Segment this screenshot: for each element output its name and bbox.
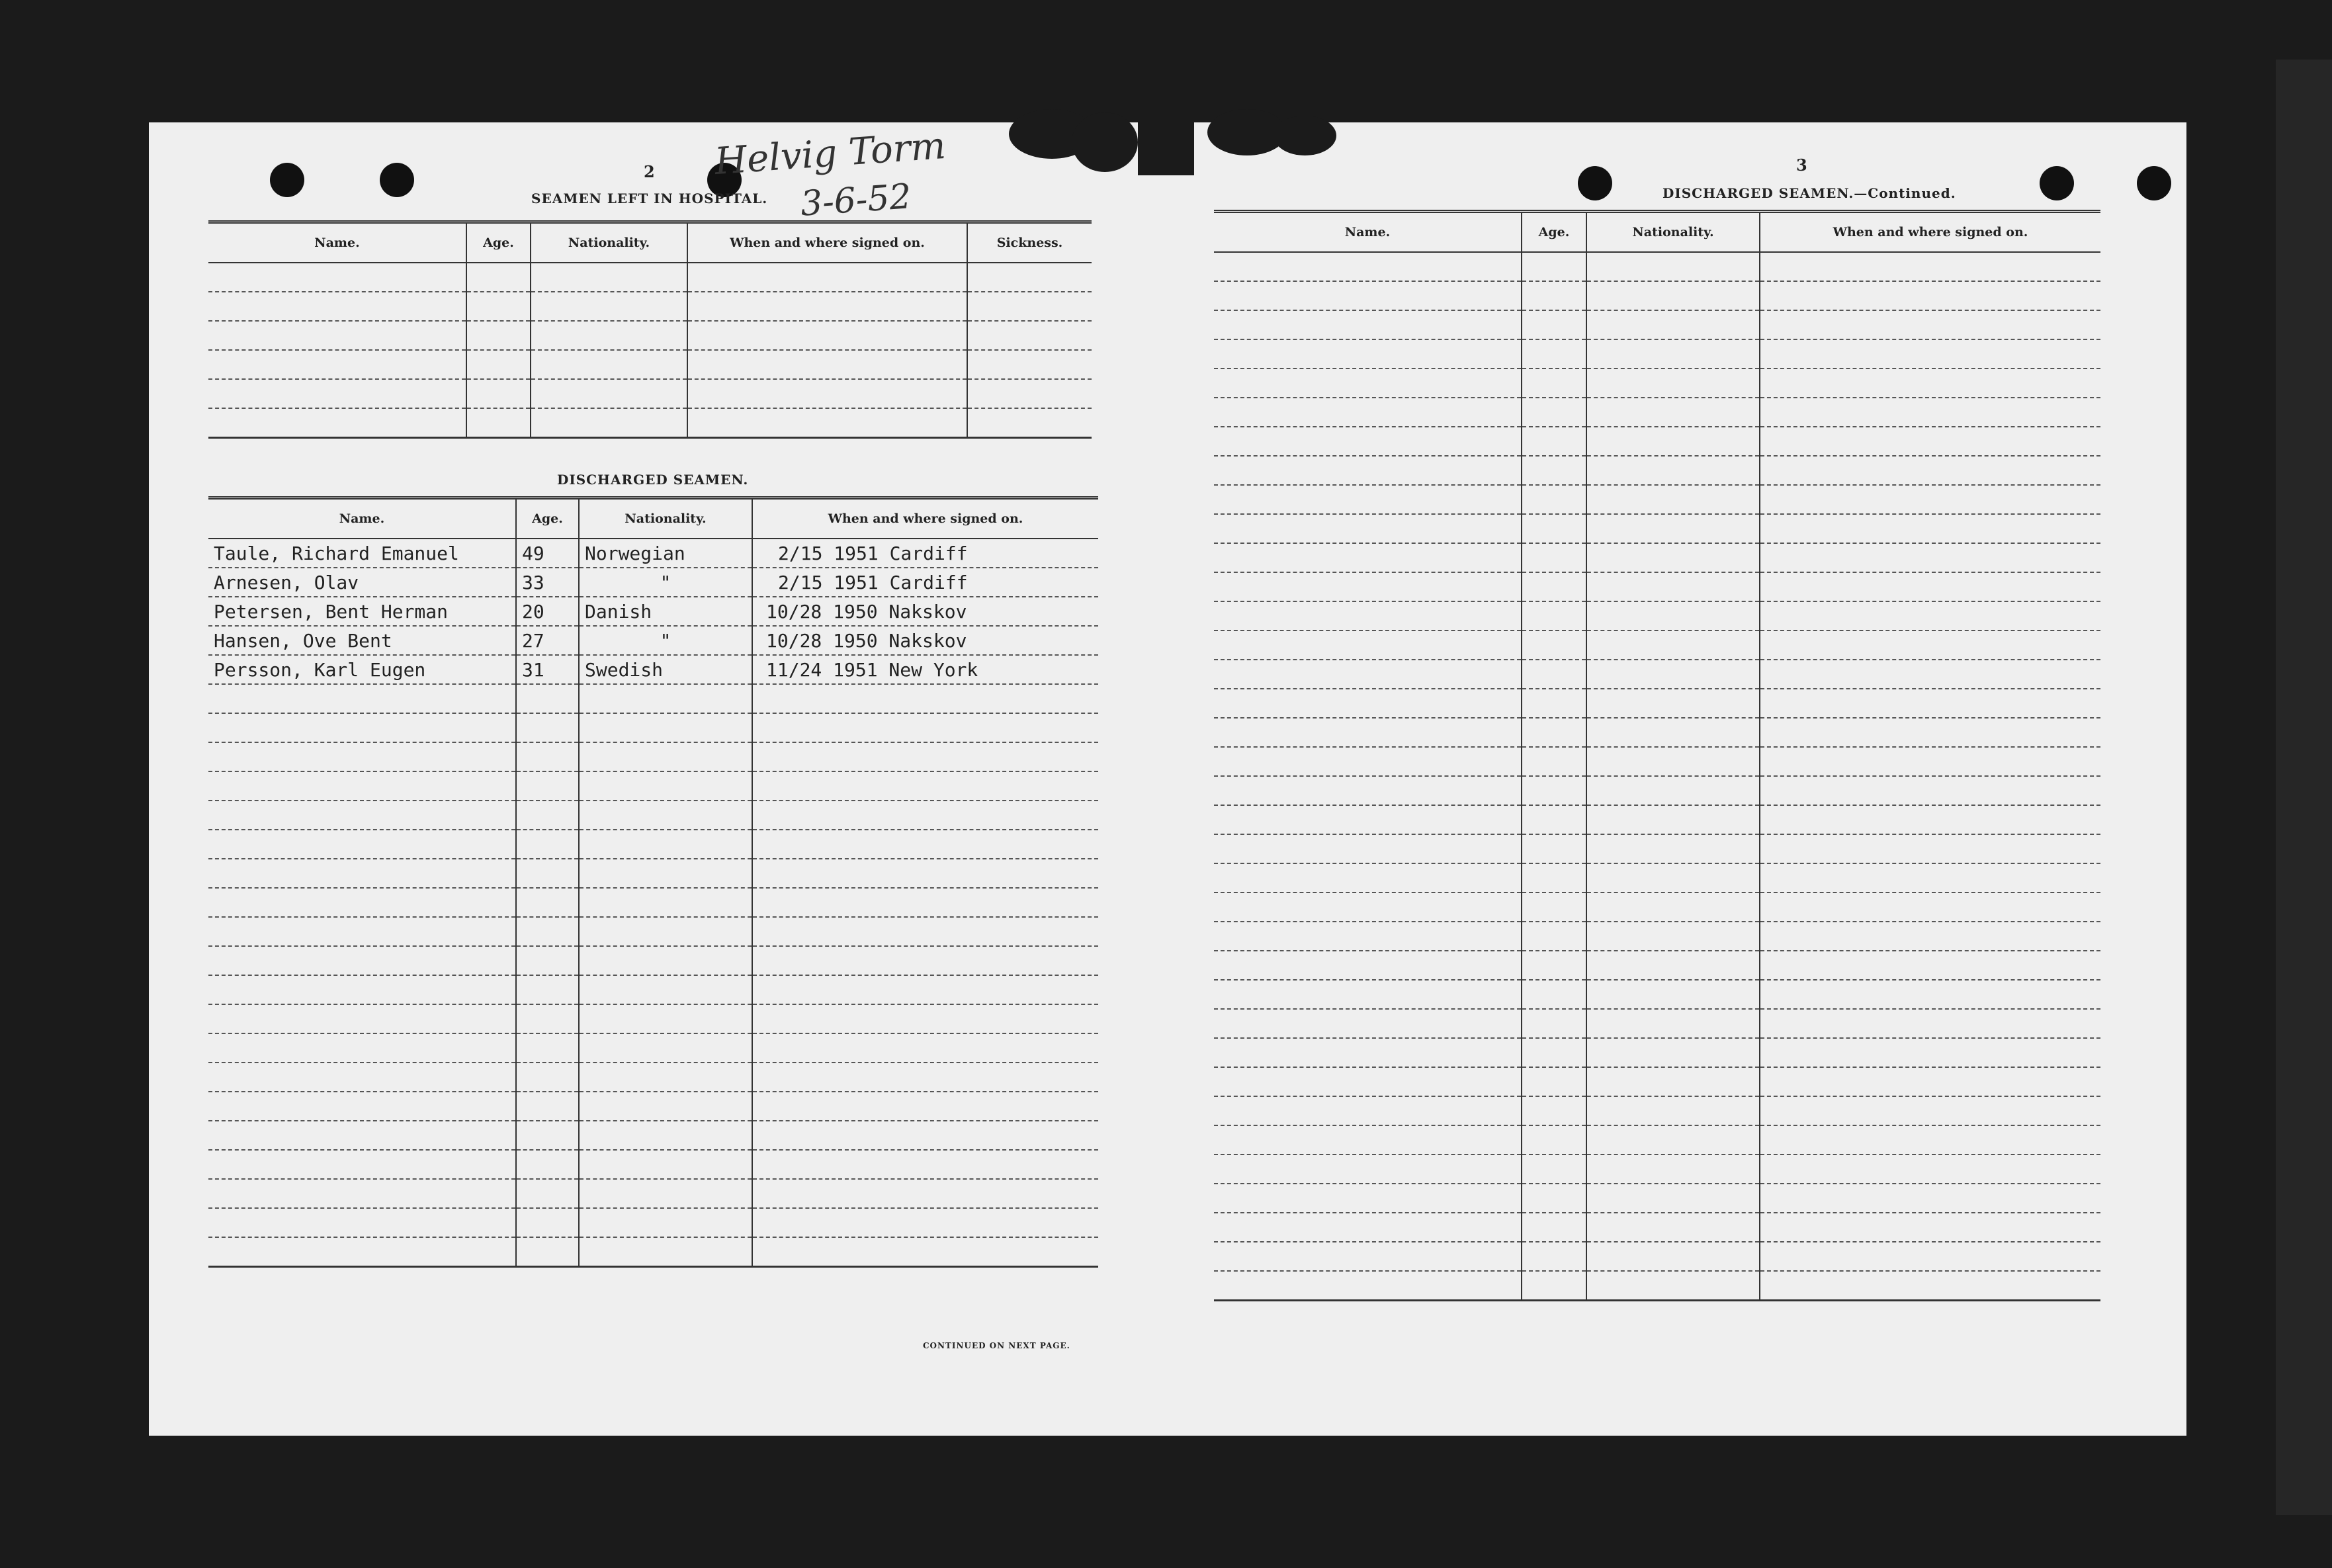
table-row bbox=[208, 1033, 1098, 1063]
table-row bbox=[1214, 369, 2100, 398]
punch-hole bbox=[1578, 166, 1612, 200]
column-header-age: Age. bbox=[1522, 212, 1586, 253]
discharged-heading: DISCHARGED SEAMEN. bbox=[557, 472, 749, 488]
column-header-name: Name. bbox=[208, 498, 516, 539]
column-header-nationality: Nationality. bbox=[1586, 212, 1760, 253]
page-number: 2 bbox=[644, 162, 655, 181]
table-row bbox=[1214, 747, 2100, 776]
hospital-table bbox=[208, 220, 1092, 439]
handwritten-date: 3-6-52 bbox=[799, 177, 913, 224]
film-edge bbox=[2276, 60, 2332, 1515]
column-header-name: Name. bbox=[1214, 212, 1522, 253]
seaman-signed-on: 11/24 1951 New York bbox=[752, 655, 1098, 684]
column-header-name: Name. bbox=[208, 222, 466, 263]
column-header-signed-on: When and where signed on. bbox=[752, 498, 1098, 539]
seaman-nationality: " bbox=[579, 626, 752, 655]
table-row bbox=[1214, 1125, 2100, 1154]
table-row bbox=[208, 655, 1098, 684]
discharged-continued-heading: DISCHARGED SEAMEN.—Continued. bbox=[1663, 185, 1956, 201]
table-row bbox=[208, 1179, 1098, 1208]
table-row bbox=[1214, 1096, 2100, 1125]
table-row bbox=[208, 830, 1098, 859]
seaman-signed-on: 2/15 1951 Cardiff bbox=[752, 568, 1098, 597]
seaman-name: Persson, Karl Eugen bbox=[208, 655, 516, 684]
table-row bbox=[1214, 1271, 2100, 1301]
table-row bbox=[208, 1004, 1098, 1033]
column-header-nationality: Nationality. bbox=[579, 498, 752, 539]
table-row bbox=[208, 1063, 1098, 1092]
column-header-nationality: Nationality. bbox=[531, 222, 687, 263]
table-row bbox=[1214, 485, 2100, 514]
table-row bbox=[208, 1237, 1098, 1267]
punch-hole bbox=[2040, 166, 2074, 200]
discharged-table bbox=[208, 496, 1098, 1268]
table-row bbox=[208, 1092, 1098, 1121]
seaman-name: Arnesen, Olav bbox=[208, 568, 516, 597]
seaman-nationality: " bbox=[579, 568, 752, 597]
table-row bbox=[1214, 893, 2100, 922]
punch-hole bbox=[270, 163, 304, 197]
seaman-age: 20 bbox=[516, 597, 579, 626]
table-row bbox=[1214, 427, 2100, 456]
table-row bbox=[208, 684, 1098, 713]
table-row bbox=[1214, 863, 2100, 893]
seaman-age: 49 bbox=[516, 539, 579, 568]
table-row bbox=[1214, 1038, 2100, 1067]
table-row bbox=[1214, 660, 2100, 689]
table-row bbox=[1214, 1213, 2100, 1242]
table-row bbox=[1214, 631, 2100, 660]
table-row bbox=[1214, 718, 2100, 747]
table-row bbox=[1214, 1154, 2100, 1184]
table-row bbox=[208, 888, 1098, 917]
table-row bbox=[208, 801, 1098, 830]
column-header-age: Age. bbox=[516, 498, 579, 539]
table-row bbox=[208, 771, 1098, 801]
table-row bbox=[1214, 252, 2100, 281]
table-row bbox=[208, 713, 1098, 742]
discharged-continued-table bbox=[1214, 210, 2100, 1301]
table-row bbox=[1214, 834, 2100, 863]
table-row bbox=[208, 946, 1098, 975]
table-row bbox=[208, 975, 1098, 1004]
table-row bbox=[208, 1208, 1098, 1237]
column-header-sickness: Sickness. bbox=[967, 222, 1092, 263]
punch-hole bbox=[380, 163, 414, 197]
table-row bbox=[208, 568, 1098, 597]
table-row bbox=[208, 408, 1092, 438]
table-row bbox=[1214, 514, 2100, 543]
seaman-signed-on: 10/28 1950 Nakskov bbox=[752, 597, 1098, 626]
right-page bbox=[1201, 122, 2186, 1436]
seaman-age: 33 bbox=[516, 568, 579, 597]
table-row bbox=[208, 859, 1098, 888]
table-row bbox=[208, 597, 1098, 626]
table-row bbox=[1214, 922, 2100, 951]
handwritten-note: Helvig Torm bbox=[713, 124, 947, 184]
table-row bbox=[1214, 310, 2100, 339]
table-row bbox=[1214, 1009, 2100, 1038]
table-row bbox=[1214, 805, 2100, 834]
left-page bbox=[149, 122, 1181, 1436]
table-row bbox=[208, 742, 1098, 771]
table-row bbox=[1214, 951, 2100, 980]
page-number: 3 bbox=[1796, 155, 1807, 175]
table-row bbox=[208, 321, 1092, 350]
document-sheet bbox=[149, 122, 2186, 1436]
table-row bbox=[1214, 1067, 2100, 1096]
column-header-age: Age. bbox=[466, 222, 531, 263]
table-row bbox=[1214, 543, 2100, 572]
table-row bbox=[208, 626, 1098, 655]
table-row bbox=[1214, 572, 2100, 601]
table-header-row bbox=[1214, 212, 2100, 253]
punch-hole bbox=[2137, 166, 2171, 200]
table-row bbox=[1214, 601, 2100, 631]
seaman-nationality: Danish bbox=[579, 597, 752, 626]
table-row bbox=[1214, 689, 2100, 718]
hospital-heading: SEAMEN LEFT IN HOSPITAL. bbox=[531, 191, 768, 206]
seaman-signed-on: 10/28 1950 Nakskov bbox=[752, 626, 1098, 655]
table-row bbox=[1214, 398, 2100, 427]
seaman-name: Taule, Richard Emanuel bbox=[208, 539, 516, 568]
table-row bbox=[1214, 1242, 2100, 1271]
table-row bbox=[1214, 776, 2100, 805]
table-row bbox=[208, 292, 1092, 321]
seaman-age: 27 bbox=[516, 626, 579, 655]
table-row bbox=[208, 1121, 1098, 1150]
table-row bbox=[208, 379, 1092, 408]
continued-note: CONTINUED ON NEXT PAGE. bbox=[923, 1341, 1070, 1350]
seaman-age: 31 bbox=[516, 655, 579, 684]
seaman-name: Hansen, Ove Bent bbox=[208, 626, 516, 655]
column-header-signed-on: When and where signed on. bbox=[687, 222, 967, 263]
column-header-signed-on: When and where signed on. bbox=[1760, 212, 2100, 253]
seaman-nationality: Swedish bbox=[579, 655, 752, 684]
table-row bbox=[208, 350, 1092, 379]
table-row bbox=[1214, 281, 2100, 310]
table-header-row bbox=[208, 222, 1092, 263]
seaman-name: Petersen, Bent Herman bbox=[208, 597, 516, 626]
table-row bbox=[1214, 1184, 2100, 1213]
table-row bbox=[1214, 980, 2100, 1009]
table-row bbox=[208, 263, 1092, 292]
table-row bbox=[1214, 456, 2100, 485]
table-row bbox=[208, 1150, 1098, 1179]
seaman-nationality: Norwegian bbox=[579, 539, 752, 568]
table-row bbox=[1214, 339, 2100, 369]
table-row bbox=[208, 917, 1098, 946]
seaman-signed-on: 2/15 1951 Cardiff bbox=[752, 539, 1098, 568]
table-header-row bbox=[208, 498, 1098, 539]
table-row bbox=[208, 539, 1098, 568]
